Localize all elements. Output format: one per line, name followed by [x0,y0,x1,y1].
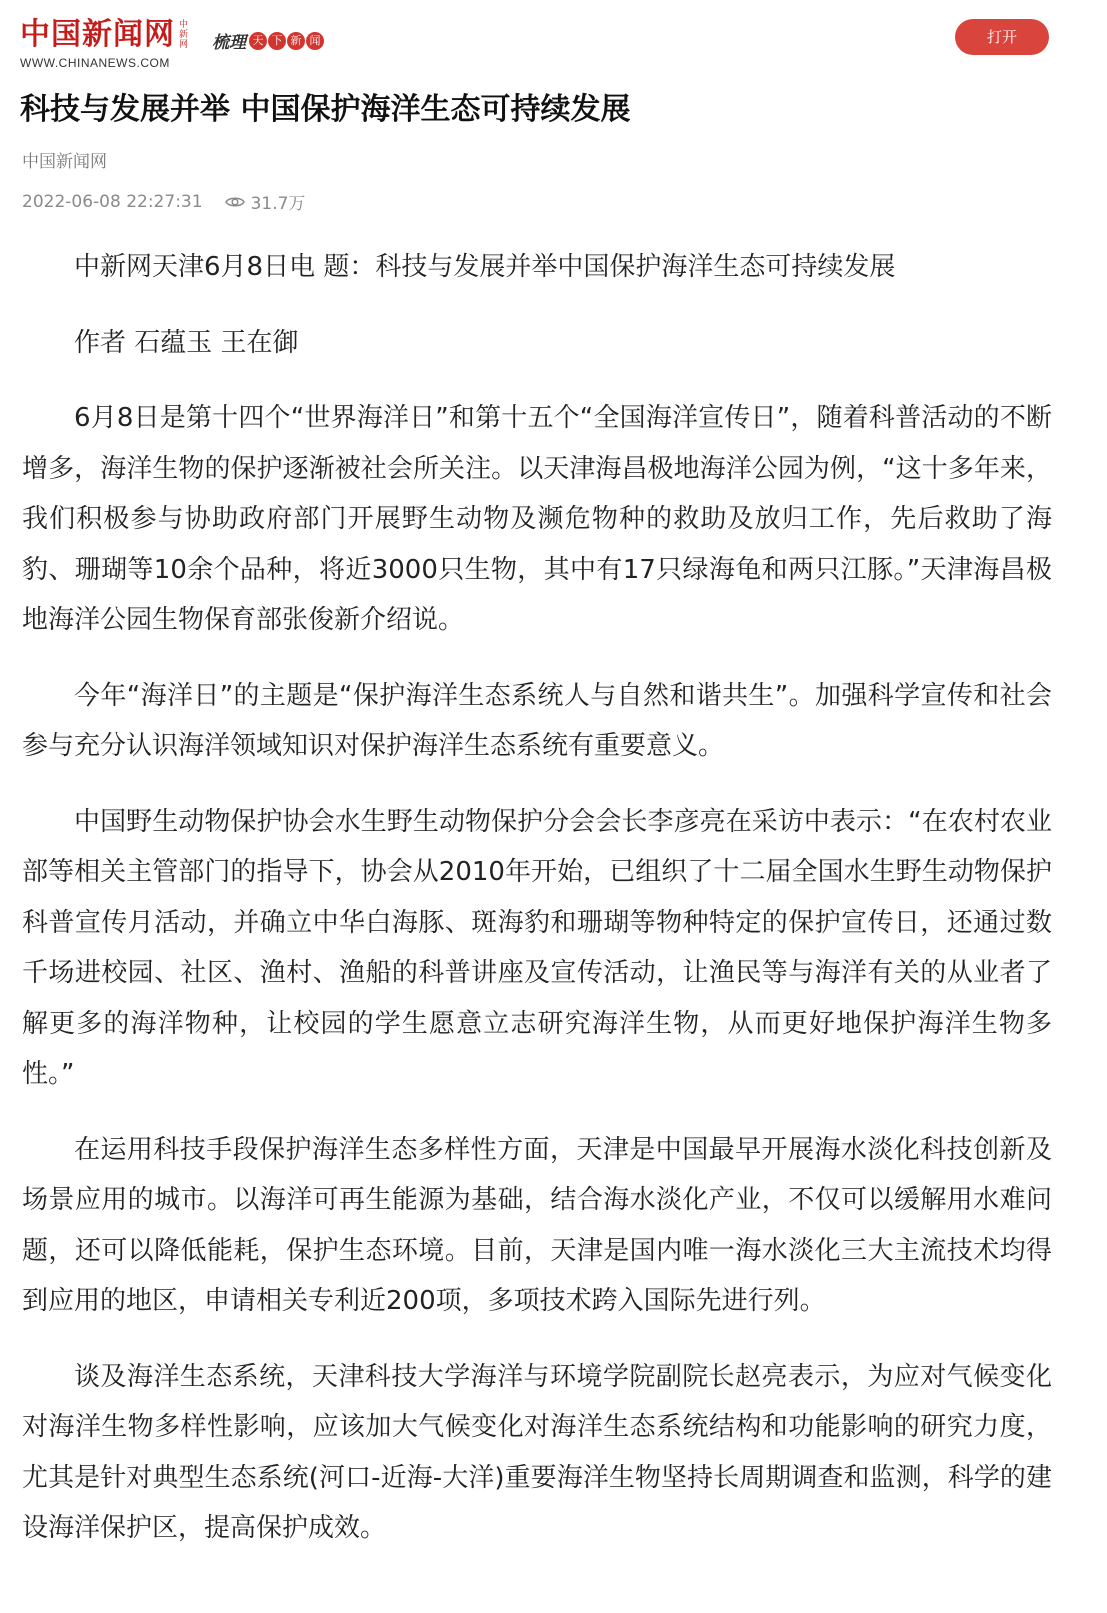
open-app-button[interactable]: 打开 [955,19,1049,55]
seal-char: 下 [268,32,286,50]
article-source: 中国新闻网 [22,152,107,172]
article-meta [22,189,305,214]
brand-ink-text: 梳理 [212,33,246,53]
publish-datetime: 2022-06-08 22:27:31 [22,191,203,212]
paragraph: 中新网天津6月8日电 题：科技与发展并举中国保护海洋生态可持续发展 [74,252,896,282]
view-count-value: 31.7万 [250,194,306,214]
paragraph: 在运用科技手段保护海洋生态多样性方面，天津是中国最早开展海水淡化科技创新及场景应用的城市。以海洋可再生能源为基础，结合海水淡化产业，不仅可以缓解用水难问题，还可以降低能耗，保护生态环境。目前，天津是国内唯一海水淡化三大主流技术均得到应用的地区，申请相关专利近200项，多项技术跨入国际先进行列。 [22,1134,1052,1316]
paragraph: 作者 石蕴玉 王在御 [74,327,299,358]
paragraph: 今年“海洋日”的主题是“保护海洋生态系统人与自然和谐共生”。加强科学宣传和社会参与充分认识海洋领域知识对保护海洋生态系统有重要意义。 [22,680,1052,761]
article-body [22,242,1052,1579]
paragraph: 6月8日是第十四个“世界海洋日”和第十五个“全国海洋宣传日”，随着科普活动的不断增多，海洋生物的保护逐渐被社会所关注。以天津海昌极地海洋公园为例，“这十多年来，我们积极参与协助政府部门开展野生动物及濒危物种的救助及放归工作，先后救助了海豹、珊瑚等10余个品种，将近3000只生物，其中有17只绿海龟和两只江豚。”天津海昌极地海洋公园生物保育部张俊新介绍说。 [22,403,1052,635]
eye-icon [225,195,245,209]
logo-url: WWW.CHINANEWS.COM [20,56,170,70]
seal-char: 天 [249,32,267,50]
view-count [225,189,306,214]
logo-vertical-text: 中新网 [179,20,189,50]
seal-char: 新 [287,32,305,50]
chinanews-logo[interactable]: 中国新闻网 [20,17,175,52]
seal-char: 闻 [306,32,324,50]
article-title: 科技与发展并举 中国保护海洋生态可持续发展 [20,92,631,127]
top-bar [0,0,1107,82]
brand-slogan [212,28,324,53]
brand-seal [249,32,324,50]
paragraph: 谈及海洋生态系统，天津科技大学海洋与环境学院副院长赵亮表示，为应对气候变化对海洋生物多样性影响，应该加大气候变化对海洋生态系统结构和功能影响的研究力度，尤其是针对典型生态系统(河口-近海-大洋)重要海洋生物坚持长周期调查和监测，科学的建设海洋保护区，提高保护成效。 [22,1361,1052,1543]
paragraph: 中国野生动物保护协会水生野生动物保护分会会长李彦亮在采访中表示：“在农村农业部等相关主管部门的指导下，协会从2010年开始，已组织了十二届全国水生野生动物保护科普宣传月活动，并确立中华白海豚、斑海豹和珊瑚等物种特定的保护宣传日，还通过数千场进校园、社区、渔村、渔船的科普讲座及宣传活动，让渔民等与海洋有关的从业者了解更多的海洋物种，让校园的学生愿意立志研究海洋生物，从而更好地保护海洋生物多性。” [22,806,1052,1089]
